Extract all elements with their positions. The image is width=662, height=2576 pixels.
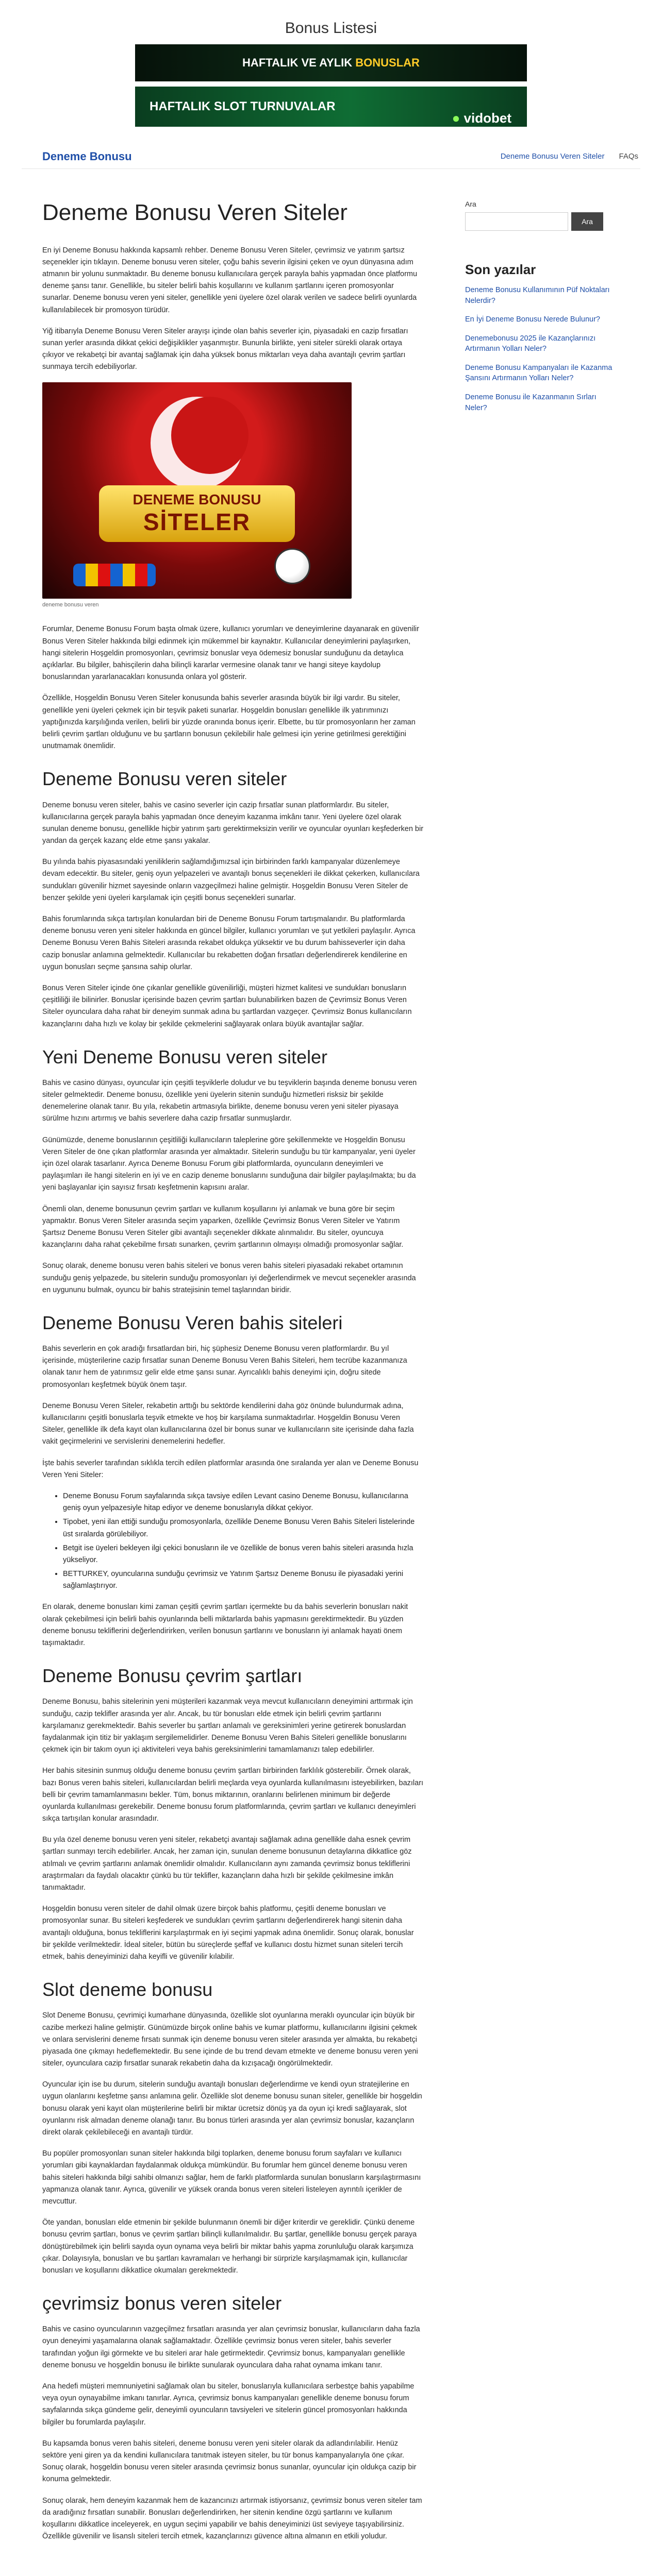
body-paragraph: Önemli olan, deneme bonusunun çevrim şartları ve kullanım koşullarını iyi anlamak ve buna göre bir seçim yapmaktır. Bonus Veren Siteler arasında seçim yaparken, özellikle Çevrimsiz Bonus Veren Siteler ve Yatırım Şartsız Deneme Bonusu Veren Siteler gibi avantajlı seçenekler dikkate alınmalıdır. Bu siteler, oyuncuya kazançlarını daha rahat çekebilme fırsatı sunarken, çevrim şartlarının olmayışı olmadığı promosyonlar sağlar. — [42, 1205, 404, 1249]
search-button[interactable]: Ara — [571, 212, 603, 231]
recent-post-link[interactable]: Denemebonusu 2025 ile Kazançlarınızı Artırmanın Yolları Neler? — [465, 334, 596, 353]
banner-text: HAFTALIK VE AYLIK — [242, 56, 353, 69]
hero-image — [42, 382, 352, 599]
body-paragraph: İşte bahis severler tarafından sıklıkla tercih edilen platformlar arasında öne sıralanda yer alan ve Deneme Bonusu Veren Yeni Siteler: — [42, 1459, 419, 1479]
section-heading: çevrimsiz bonus veren siteler — [42, 2293, 282, 2314]
body-paragraph: Bu popüler promosyonları sunan siteler hakkında bilgi toplarken, deneme bonusu forum sayfaları ve kullanıcı yorumları gibi kaynaklardan faydalanmak oldukça mümkündür. Bu forumlar hem güncel deneme bonusu veren bahis siteleri hakkında bilgi sahibi olmanızı sağlar, hem de farklı platformlarda sunulan bonusların karşılaştırmasını yapmanıza olanak tanır. Ayrıca, güvenilir ve yüksek oranda bonus veren siteleri listeleyen ayrıntılı içerikler de mevcuttur. — [42, 2149, 421, 2206]
image-caption: deneme bonusu veren — [42, 602, 99, 608]
vidobet-logo: ● vidobet — [452, 110, 511, 126]
recent-post-link[interactable]: Deneme Bonusu Kullanımının Püf Noktaları Nelerdir? — [465, 286, 610, 305]
hero-line-1: DENEME BONUSU — [133, 492, 261, 508]
body-paragraph: Bahis forumlarında sıkça tartışılan konulardan biri de Deneme Bonusu Forum tartışmalarıdır. Bu platformlarda deneme bonusu veren yeni siteler hakkında en güncel bilgiler, kullanıcı yorumları ve şut yetkileri paylaşılır. Ayrıca Deneme Bonusu Veren Bahis Siteleri arasında rekabet oldukça yüksektir ve bu durum bahisseverler için daha cazip bonuslar anlamına gelmektedir. Kullanıcılar bu rekabetten doğan fırsatları değerlendirerek kendilerine en uygun bonusları seçme şansına sahip olurlar. — [42, 915, 416, 971]
body-paragraph: Deneme bonusu veren siteler, bahis ve casino severler için cazip fırsatlar sunan platformlardır. Bu siteler, kullanıcılarına gerçek parayla bahis yapmadan önce deneyim kazanma imkânı tanır. Yeni üyelere özel olarak sunulan deneme bonusu, genellikle hiçbir yatırım şartı gerektirmeksizin verilir ve oyuncular oyunları keşfederken bir yandan da gerçek kazanç elde etme şansı yakalar. — [42, 801, 424, 845]
page-layout — [22, 169, 640, 2552]
list-item: • BETTURKEY, oyuncularına sunduğu çevrimsiz ve Yatırım Şartsız Deneme Bonusu ile piyasadaki yerini sağlamlaştırıyor. — [63, 1568, 424, 1592]
recent-posts-title: Son yazılar — [465, 262, 536, 277]
section-heading: Deneme Bonusu veren siteler — [42, 768, 287, 790]
body-paragraph: Oyuncular için ise bu durum, sitelerin sunduğu avantajlı bonusları değerlendirme ve kendi oyun stratejilerine en uygun olanlarını keşfetme şansı anlamına gelir. Özellikle slot deneme bonusu sunan siteler, genellikle bir hoşgeldin bonusu olarak yeni kayıt olan müşterilerine belirli bir miktar ücretsiz dönüş ya da oyun içi kredi sağlayarak, slot oyunlarını risk almadan deneme olanağı tanır. Bu bonus türleri arasında yer alan çevrimsiz bonuslar, kazançların direkt olarak çekilebileceği en avantajlı türdür. — [42, 2080, 422, 2137]
body-paragraph: Hoşgeldin bonusu veren siteler de dahil olmak üzere birçok bahis platformu, çeşitli deneme bonusları ve promosyonlar sunar. Bu siteleri keşfederek ve sundukları çevrim şartlarını değerlendirerek hangi sitenin daha avantajlı olduğuna, bonus tekliflerini karşılaştırmak en iyi seçimi yapmak adına önemlidir. Sonuç olarak, bonuslar bir şekilde verilmektedir. İdeal siteler, bütün bu süreçlerde şeffaf ve kullanıcı dostu hizmet sunan siteleri tercih etmek, bahis deneyiminizi daha keyifli ve güvenilir kılabilir. — [42, 1905, 414, 1961]
site-header — [22, 144, 640, 169]
body-paragraph: Slot Deneme Bonusu, çevrimiçi kumarhane dünyasında, özellikle slot oyunlarına meraklı oyuncular için büyük bir cazibe merkezi haline gelmiştir. Günümüzde birçok online bahis ve kumar platformu, kullanıcılarını ilgisini çekmek ve onlara servislerini deneme fırsatı sunmak için deneme bonusu veren siteler arasında yer almakta, bu rekabetçi piyasada öne çıkmayı hedeflemektedir. Bu sene içinde de bu trend devam etmekte ve deneme bonusu veren yeni siteler, oyunculara cazip fırsatlar sunarak rekabetin daha da kızışacağı öngörülmektedir. — [42, 2011, 418, 2068]
body-paragraph: Sonuç olarak, hem deneyim kazanmak hem de kazancınızı artırmak istiyorsanız, çevrimsiz bonus veren siteler tam da aradığınız fırsatları sunabilir. Bonusları değerlendirirken, her sitenin kendine özgü şartlarını ve kullanım koşullarını dikkatlice inceleyerek, en uygun seçimi yapabilir ve bahis deneyiminizi üst seviyeye taşıyabilirsiniz. Özellikle güvenilir ve lisanslı siteleri tercih etmek, kazançlarınızı güvence altına almanın en etkili yoludur. — [42, 2496, 422, 2541]
body-paragraph: Bonus Veren Siteler içinde öne çıkanlar genellikle güvenilirliği, müşteri hizmet kalitesi ve sundukları bonusların çeşitliliği ile bilinirler. Bonuslar içerisinde bazen çevrim şartları bulunabilirken bazen de Çevrimsiz Bonus Veren Siteler oyunculara daha rahat bir deneyim sunmak adına bu şartlardan vazgeçer. Çevrimsiz Bonus kullanıcıların kazançlarını daha hızlı ve kolay bir şekilde çekmelerini sağlayarak onlara büyük avantajlar sağlar. — [42, 984, 412, 1028]
body-paragraph: Deneme Bonusu, bahis sitelerinin yeni müşterileri kazanmak veya mevcut kullanıcıların deneyimini arttırmak için sunduğu, cazip teklifler arasında yer alır. Ancak, bu tür bonusları elde etmek için belirli çevrim şartlarını karşılamanız gerekmektedir. Bahis severler bu şartları anlamalı ve gereksinimleri yerine getirerek bonuslardan faydalanmak için titiz bir yaklaşım sergilemelidirler. Deneme Bonusu Veren Bahis Siteleri genellikle bonuslarını çekmek için bir takım oyun içi aktiviteleri veya bahis gereksinimlerini tamamlamanızı talep edebilirler. — [42, 1698, 413, 1754]
list-item — [465, 333, 620, 354]
body-paragraph: Sonuç olarak, deneme bonusu veren bahis siteleri ve bonus veren bahis siteleri piyasadaki rekabet ortamının sunduğu geniş yelpazede, bu sitelerin sunduğu promosyonları iyi değerlendirmek ve mevcut seçenekler arasında en uygununu bulmak, oyuncu bir bahis stratejisinin temel taşlarından biridir. — [42, 1262, 416, 1294]
list-item — [465, 363, 620, 384]
search-label: Ara — [465, 200, 476, 208]
recent-post-link[interactable]: Deneme Bonusu Kampanyaları ile Kazanma Şansını Artırmanın Yolları Neler? — [465, 363, 613, 383]
list-item — [465, 392, 620, 413]
hero-sign — [99, 485, 295, 542]
body-paragraph: Bu yıla özel deneme bonusu veren yeni siteler, rekabetçi avantajı sağlamak adına genellikle daha esnek çevrim şartları sunmayı tercih edebilirler. Ancak, her zaman için, sunulan deneme bonusunun detaylarına dikkatlice göz atılmalı ve çevrim şartlarını anlamak önemlidir olmalıdır. Kullanıcıların aynı zamanda çevrimsiz bonus tekliflerini araştırmaları da faydalı olacaktır çünkü bu tür teklifler, kazançların daha hızlı bir şekilde çekilmesine imkân tanımaktadır. — [42, 1836, 412, 1892]
search-input[interactable] — [465, 212, 568, 231]
section-heading: Deneme Bonusu çevrim şartları — [42, 1665, 303, 1687]
list-item: • Betgit ise üyeleri bekleyen ilgi çekici bonusların ile ve özellikle de bonus veren bahis siteleri arasında hızla yükseliyor. — [63, 1543, 424, 1566]
main-nav — [501, 152, 638, 161]
site-name-link[interactable]: Deneme Bonusu — [42, 149, 132, 163]
section-heading: Slot deneme bonusu — [42, 1979, 213, 2001]
body-paragraph: Deneme Bonusu Veren Siteler, rekabetin arttığı bu sektörde kendilerini daha göz önünde bulundurmak adına, kullanıcılarını çeşitli bonuslarla teşvik etmekte ve hoş bir karşılama sunmaktadırlar. Hoşgeldin Bonusu Veren Siteler, genellikle ilk defa kayıt olan kullanıcılarına özel bir bonus sunar ve kullanıcıların site içerisinde daha fazla vakit geçirmelerini ve servislerini denemelerini hedefler. — [42, 1401, 414, 1446]
recent-post-link[interactable]: Deneme Bonusu ile Kazanmanın Sırları Neler? — [465, 393, 597, 412]
body-paragraph: En olarak, deneme bonusları kimi zaman çeşitli çevrim şartları içermekte bu da bahis severlerin bonusları nakit olarak çekebilmesi için belirli bahis oyunlarında belli miktarlarda bahis yapmasını gerektirmektedir. Bu yüzden deneme bonusu tekliflerini değerlendirirken, verilen bonusun şartlarını ve bonusların iyi anlamak hayati önem taşımaktadır. — [42, 1603, 408, 1648]
section-heading: Deneme Bonusu Veren bahis siteleri — [42, 1312, 343, 1333]
intro-paragraph: En iyi Deneme Bonusu hakkında kapsamlı rehber. Deneme Bonusu Veren Siteler, çevrimsiz ve yatırım şartsız seçenekler için tıklayın. Deneme bonusu veren siteler, çoğu bahis severin ilgisini çeken ve oyun dünyasına adım atmanın bir yolunu sunmaktadır. Bu deneme bonusu kullanıcılara gerçek parayla bahis yapmadan önce platformu deneme şansı tanır. Genellikle, bu siteler belirli bahis koşullarını ve kullanım şartlarını içeren promosyonlar sunarlar. Deneme bonusu veren yeni siteler, genellikle yeni üyelere özel olarak verilen ve sadece belirli oyunlarda kullanılabilecek bir promosyon türüdür. — [42, 246, 418, 314]
casino-chips-icon — [73, 564, 156, 586]
intro-paragraph: Yiğ itibarıyla Deneme Bonusu Veren Siteler arayışı içinde olan bahis severler için, piyasadaki en cazip fırsatları sunan yerler arasında dikkat çekici değişiklikler yaşanmıştır. Bununla birlikte, yeni siteler sürekli olarak ortaya çıkıyor ve rekabetçi bir avantaj sağlamak için daha yüksek bonus miktarları veya daha avantajlı çevrim şartları sunmaya tercih edebiliyorlar. — [42, 327, 408, 371]
recent-post-link[interactable]: En İyi Deneme Bonusu Nerede Bulunur? — [465, 315, 600, 324]
site-list — [63, 1490, 424, 1592]
list-item — [465, 314, 620, 325]
body-paragraph: Öte yandan, bonusları elde etmenin bir şekilde bulunmanın önemli bir diğer kriterdir ve gereklidir. Çünkü deneme bonusu çevrim şartları, bonus ve çevrim şartları bilinçli kullanılmalıdır. Bu şartlar, genellikle bonusu gerçek paraya dönüştürebilmek için belirli sayıda oyun oynama veya belirli bir miktar bahis yapma zorunluluğu olarak karşımıza çıkar. Dolayısıyla, bonusları ve bu şartları kavramaları ve herhangi bir sürprizle karşılaşmamak için, kullanıcılar bonusları ve koşullarını dikkatlice okumaları gerekmektedir. — [42, 2218, 417, 2275]
football-icon — [274, 548, 310, 584]
nav-deneme-bonusu-veren-siteler[interactable]: Deneme Bonusu Veren Siteler — [500, 152, 605, 161]
logo-text: vidobet — [464, 110, 511, 126]
body-paragraph: Günümüzde, deneme bonuslarının çeşitliliği kullanıcıların taleplerine göre şekillenmekte ve Hoşgeldin Bonusu Veren Siteler de öne çıkan platformlar arasında yer almaktadır. Sitelerin sunduğu bu tür kampanyalar, yeni üyeler için özel olarak tasarlanır. Ayrıca Deneme Bonusu Forum gibi platformlarda, oyuncuların deneyimleri ve paylaşımları ile hangi sitelerin en iyi ve en cazip deneme bonuslarını sunduğuna dair bilgiler paylaşılmakta; bu da yeni başlayanlar için sayısız fırsatı keşfetmenin kapısını aralar. — [42, 1136, 416, 1192]
body-paragraph: Forumlar, Deneme Bonusu Forum başta olmak üzere, kullanıcı yorumları ve deneyimlerine dayanarak en güvenilir Bonus Veren Siteler hakkında bilgi edinmek için mükemmel bir kaynaktır. Kullanıcılar deneyimlerini paylaşırken, hangi sitelerin Hoşgeldin promosyonları, çevrimsiz bonuslar veya ödemesiz bonuslar sunduğunu da detaylıca açıklarlar. Bu bilgiler, bahisçilerin daha bilinçli kararlar vermesine olanak tanır ve hangi siteye kaydolup bonuslarından yararlanacakları konusunda onlara yol gösterir. — [42, 625, 419, 682]
body-paragraph: Bahis severlerin en çok aradığı fırsatlardan biri, hiç şüphesiz Deneme Bonusu veren platformlardır. Bu yıl içerisinde, müşterilerine cazip fırsatlar sunan Deneme Bonusu Veren Bahis Siteleri, hem tecrübe kazanmanıza olanak tanır hem de yatırımsız gelir elde etme şansı sunar. Ayrıcalıklı bahis deneyimi için, doğru sitede promosyonları keşfetmek büyük önem taşır. — [42, 1345, 407, 1389]
body-paragraph: Ana hedefi müşteri memnuniyetini sağlamak olan bu siteler, bonuslarıyla kullanıcılara serbestçe bahis yapabilme veya oyun oynayabilme imkanı tanırlar. Ayrıca, çevrimsiz bonus kampanyaları genellikle deneme bonusu forum sayfalarında sıkça gündeme gelir, deneyimli oyuncuların tavsiyeleri ve sitelerin güncel promosyonları hakkında bilgiler bu forumlarda paylaşılır. — [42, 2382, 415, 2427]
banner-highlight: BONUSLAR — [355, 56, 420, 69]
article — [22, 169, 424, 2552]
recent-posts-list — [465, 285, 620, 413]
body-paragraph: Özellikle, Hoşgeldin Bonusu Veren Siteler konusunda bahis severler arasında büyük bir ilgi vardır. Bu siteler, genellikle yeni üyeleri çekmek için bir teşvik paketi sunarlar. Hoşgeldin bonusları genellikle ilk yatırımınızı yaptığınızda karşılığında verilen, belirli bir yüzde oranında bonus içerir. Elbette, bu tür promosyonların her zaman belirli çevrim şartları olduğunu ve bu şartların bonusun çekilebilir hale gelmesi için yerine getirilmesi gerektiğini unutmamak önemlidir. — [42, 694, 416, 751]
sidebar — [465, 169, 620, 2552]
list-item: • Deneme Bonusu Forum sayfalarında sıkça tavsiye edilen Levant casino Deneme Bonusu, kullanıcılarına geniş oyun yelpazesiyle hitap ediyor ve deneme bonuslarıyla dikkat çekiyor. — [63, 1490, 424, 1514]
promo-banner-slot[interactable] — [135, 87, 527, 127]
banner-text: HAFTALIK SLOT TURNUVALAR — [150, 99, 336, 113]
hero-line-2: SİTELER — [143, 509, 251, 536]
body-paragraph: Bu yılında bahis piyasasındaki yeniliklerin sağlamdığımızsal için birbirinden farklı kampanyalar düzenlemeye devam edecektir. Bu siteler, geniş oyun yelpazeleri ve avantajlı bonus seçenekleri ile dikkat çekerken, kullanıcılara sundukları güvenilir hizmet sayesinde onların vazgeçilmezi haline gelmiştir. Hoşgeldin Bonusu Veren Siteler de benzer şekilde yeni üyeleri karşılamak için çeşitli bonus seçenekleri sunarlar. — [42, 858, 420, 902]
page-title: Deneme Bonusu Veren Siteler — [42, 200, 347, 225]
list-item — [465, 285, 620, 306]
nav-faqs[interactable]: FAQs — [619, 152, 638, 161]
promo-banner-bonuses[interactable] — [135, 44, 527, 81]
body-paragraph: Bahis ve casino dünyası, oyuncular için çeşitli teşviklerle doludur ve bu teşviklerin başında deneme bonusu veren siteler gelmektedir. Deneme bonusu, özellikle yeni üyelerin sitenin sunduğu hizmetleri risksiz bir şekilde denemelerine olanak tanır. Bu yıla, rekabetin artmasıyla birlikte, deneme bonusu veren yeni siteler piyasaya sürülme hızını artırmış ve bahis severlere daha cazip fırsatlar sunmuşlardır. — [42, 1078, 417, 1123]
body-paragraph: Bu kapsamda bonus veren bahis siteleri, deneme bonusu veren yeni siteler olarak da adlandırılabilir. Henüz sektöre yeni giren ya da kendini kullanıcılara tanıtmak isteyen siteler, bu tür bonus kampanyalarıyla öne çıkar. Sonuç olarak, hoşgeldin bonusu veren siteler arasında çevrimsiz bonus sunanlar, oyuncular için oldukça cazip bir konuma gelmektedir. — [42, 2439, 417, 2484]
search-form — [465, 212, 620, 231]
body-paragraph: Bahis ve casino oyuncularının vazgeçilmez fırsatları arasında yer alan çevrimsiz bonuslar, kullanıcıların daha fazla oyun deneyimi yaşamalarına olanak sağlamaktadır. Özellikle çevrimsiz bonus veren siteler, bahis severler tarafından yoğun ilgi görmekte ve bu siteleri arar hale getirmektedir. Çevrimsiz bonus, kampanyaları genellikle deneme bonusu ve hoşgeldin bonusu ile birlikte sunularak oyunculara daha rahat oynama imkanı tanır. — [42, 2325, 420, 2369]
list-item: • Tipobet, yeni ilan ettiği sunduğu promosyonlarla, özellikle Deneme Bonusu Veren Bahis Siteleri listelerinde üst sıralarda görülebiliyor. — [63, 1516, 424, 1540]
body-paragraph: Her bahis sitesinin sunmuş olduğu deneme bonusu çevrim şartları birbirinden farklılık gösterebilir. Örnek olarak, bazı Bonus veren bahis siteleri, kullanıcılardan belirli meçlarda veya oyunlarda kullanılmasını isteyebilirken, bazıları belli bir çevrim tamamlanmasını bekler. Tüm, bonus miktarının, oranlarını belirlenen minimum bir değerde oyunlarda kullanılması gerekebilir. Deneme bonusu forum platformlarında, çevrim şartları ve kullanıcı deneyimleri sıkça tartışılan konular arasındadır. — [42, 1767, 424, 1823]
site-top-title: Bonus Listesi — [285, 20, 377, 37]
section-heading: Yeni Deneme Bonusu veren siteler — [42, 1046, 328, 1067]
